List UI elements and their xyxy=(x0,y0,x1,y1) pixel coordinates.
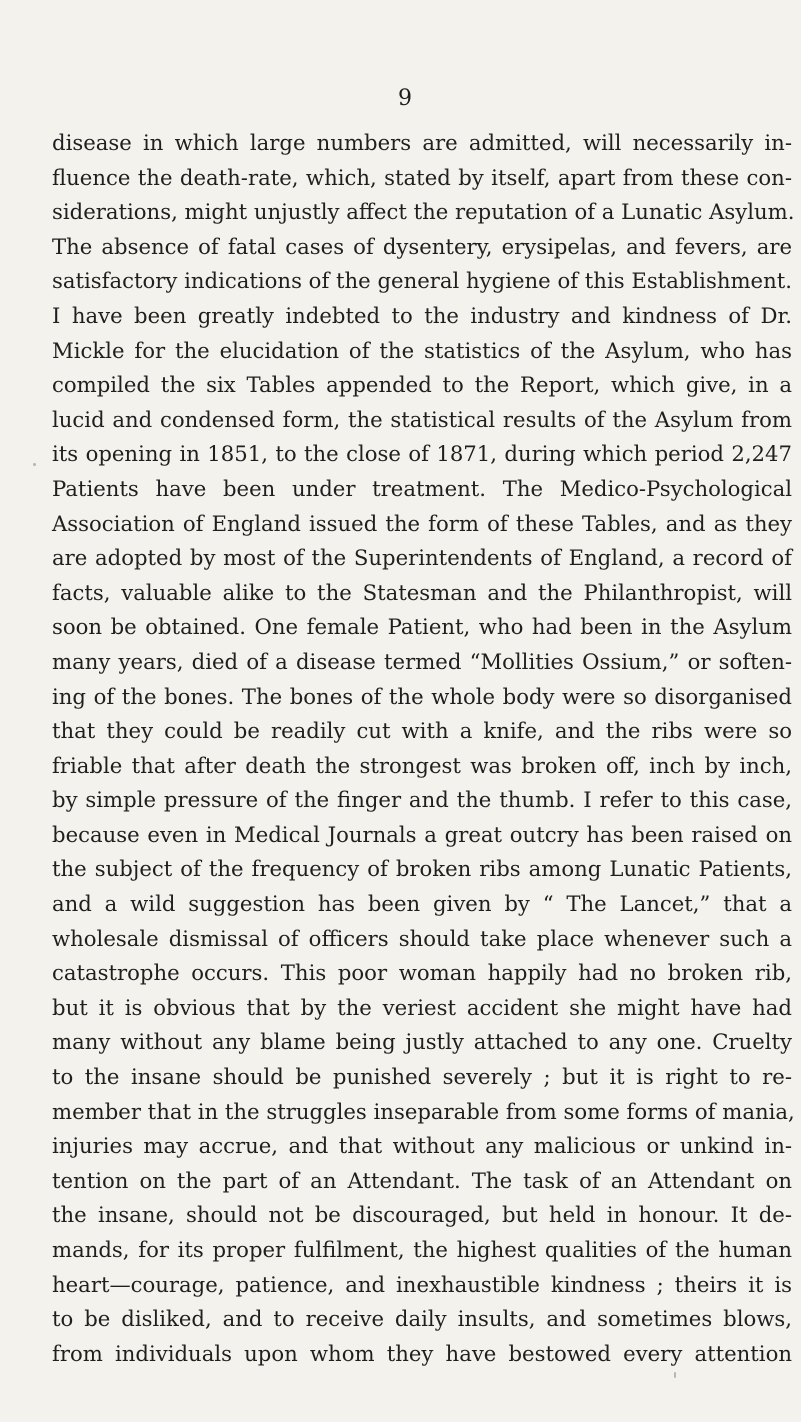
text-line: by simple pressure of the finger and the thumb. I refer to this case, xyxy=(52,787,792,813)
paper-speck xyxy=(674,1372,676,1378)
text-line: tention on the part of an Attendant. The task of an Attendant on xyxy=(52,1167,792,1193)
text-line: heart—courage, patience, and inexhaustible kindness ; theirs it is xyxy=(52,1271,792,1297)
text-line: disease in which large numbers are admitted, will necessarily in- xyxy=(52,130,792,155)
text-line: Association of England issued the form of these Tables, and as they xyxy=(52,510,792,536)
text-line: lucid and condensed form, the statistical results of the Asylum from xyxy=(52,406,792,432)
text-line: are adopted by most of the Superintendents of England, a record of xyxy=(52,545,792,571)
text-line: ing of the bones. The bones of the whole body were so disorganised xyxy=(52,683,792,709)
text-line: wholesale dismissal of officers should take place whenever such a xyxy=(52,925,792,951)
text-line: Mickle for the elucidation of the statistics of the Asylum, who has xyxy=(52,337,792,363)
text-line: The absence of fatal cases of dysentery, erysipelas, and fevers, are xyxy=(52,233,792,259)
text-line: the insane, should not be discouraged, but held in honour. It de- xyxy=(52,1202,792,1228)
page-number: 9 xyxy=(398,86,412,111)
text-line: satisfactory indications of the general hygiene of this Establishment. xyxy=(52,268,792,294)
text-line: to be disliked, and to receive daily insults, and sometimes blows, xyxy=(52,1306,792,1332)
text-line: and a wild suggestion has been given by “ The Lancet,” that a xyxy=(52,891,792,917)
text-line: because even in Medical Journals a great outcry has been raised on xyxy=(52,821,792,847)
text-line: its opening in 1851, to the close of 1871, during which period 2,247 xyxy=(52,441,792,467)
text-line: facts, valuable alike to the Statesman and the Philanthropist, will xyxy=(52,579,792,605)
text-line: compiled the six Tables appended to the Report, which give, in a xyxy=(52,372,792,398)
text-line: fluence the death-rate, which, stated by itself, apart from these con- xyxy=(52,164,792,190)
text-line: from individuals upon whom they have bestowed every attention xyxy=(52,1340,792,1366)
text-line: that they could be readily cut with a knife, and the ribs were so xyxy=(52,718,792,744)
text-line: catastrophe occurs. This poor woman happily had no broken rib, xyxy=(52,960,792,986)
body-text xyxy=(52,126,795,1371)
text-line: soon be obtained. One female Patient, who had been in the Asylum xyxy=(52,614,792,640)
text-line: to the insane should be punished severely ; but it is right to re- xyxy=(52,1064,792,1090)
text-line: siderations, might unjustly affect the reputation of a Lunatic Asylum. xyxy=(52,199,795,225)
text-line: I have been greatly indebted to the industry and kindness of Dr. xyxy=(52,302,792,328)
text-line: friable that after death the strongest was broken off, inch by inch, xyxy=(52,752,792,778)
text-line: mands, for its proper fulfilment, the highest qualities of the human xyxy=(52,1237,792,1262)
text-line: Patients have been under treatment. The Medico-Psychological xyxy=(52,475,792,501)
text-line: the subject of the frequency of broken ribs among Lunatic Patients, xyxy=(52,856,792,882)
text-line: member that in the struggles inseparable from some forms of mania, xyxy=(52,1098,795,1124)
text-line: but it is obvious that by the veriest accident she might have had xyxy=(52,994,792,1020)
text-line: injuries may accrue, and that without any malicious or unkind in- xyxy=(52,1133,792,1159)
text-line: many years, died of a disease termed “Mollities Ossium,” or soften- xyxy=(52,648,792,674)
paper-speck xyxy=(33,463,36,466)
text-line: many without any blame being justly attached to any one. Cruelty xyxy=(52,1029,792,1055)
